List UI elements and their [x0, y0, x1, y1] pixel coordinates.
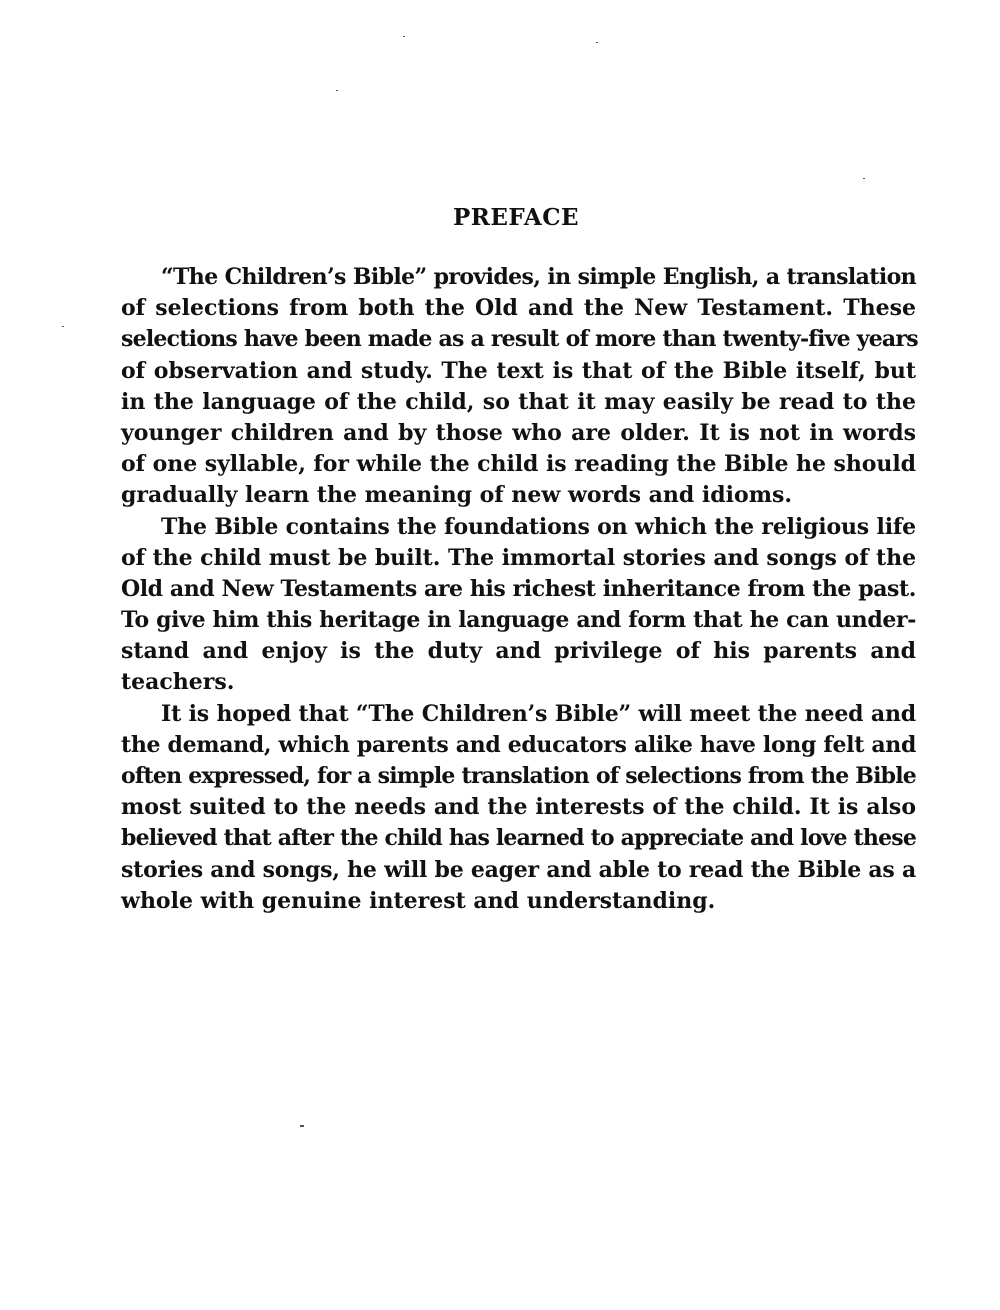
preface-body [121, 262, 916, 917]
text-line: To give him this heritage in language and form that he can under- [121, 607, 916, 634]
scan-speck [596, 42, 598, 43]
text-line: of selections from both the Old and the New Testament. These [121, 295, 916, 322]
text-line: in the language of the child, so that it may easily be read to the [121, 388, 916, 415]
paragraph-2 [121, 512, 916, 699]
text-line: often expressed, for a simple translation of selections from the Bible [121, 763, 916, 789]
text-line: stand and enjoy is the duty and privilege of his parents and [121, 638, 916, 665]
text-line: stories and songs, he will be eager and able to read the Bible as a [121, 856, 916, 883]
text-line: selections have been made as a result of more than twenty-five years [121, 326, 918, 353]
page-title: PREFACE [452, 204, 580, 231]
text-line: of the child must be built. The immortal stories and songs of the [121, 544, 917, 571]
scan-speck [336, 90, 338, 91]
text-line: of observation and study. The text is that of the Bible itself, but [121, 357, 916, 384]
text-line: younger children and by those who are older. It is not in words [121, 419, 916, 446]
text-line: “The Children’s Bible” provides, in simple English, a translation [161, 264, 917, 290]
scan-speck [403, 36, 405, 37]
text-line: believed that after the child has learned to appreciate and love these [121, 825, 917, 852]
text-line: teachers. [121, 669, 235, 696]
scan-speck [62, 326, 64, 327]
scan-speck [300, 1125, 304, 1127]
text-line: of one syllable, for while the child is reading the Bible he should [121, 451, 916, 478]
paragraph-3 [121, 699, 916, 917]
text-line: gradually learn the meaning of new words and idioms. [121, 482, 793, 509]
text-line: Old and New Testaments are his richest inheritance from the past. [121, 575, 916, 602]
text-line: It is hoped that “The Children’s Bible” will meet the need and [161, 700, 916, 727]
paragraph-1 [121, 262, 916, 512]
scan-speck [863, 178, 865, 179]
text-line: The Bible contains the foundations on which the religious life [161, 513, 917, 540]
text-line: whole with genuine interest and understanding. [121, 887, 716, 914]
text-line: most suited to the needs and the interests of the child. It is also [121, 794, 916, 821]
text-line: the demand, which parents and educators alike have long felt and [121, 731, 917, 758]
